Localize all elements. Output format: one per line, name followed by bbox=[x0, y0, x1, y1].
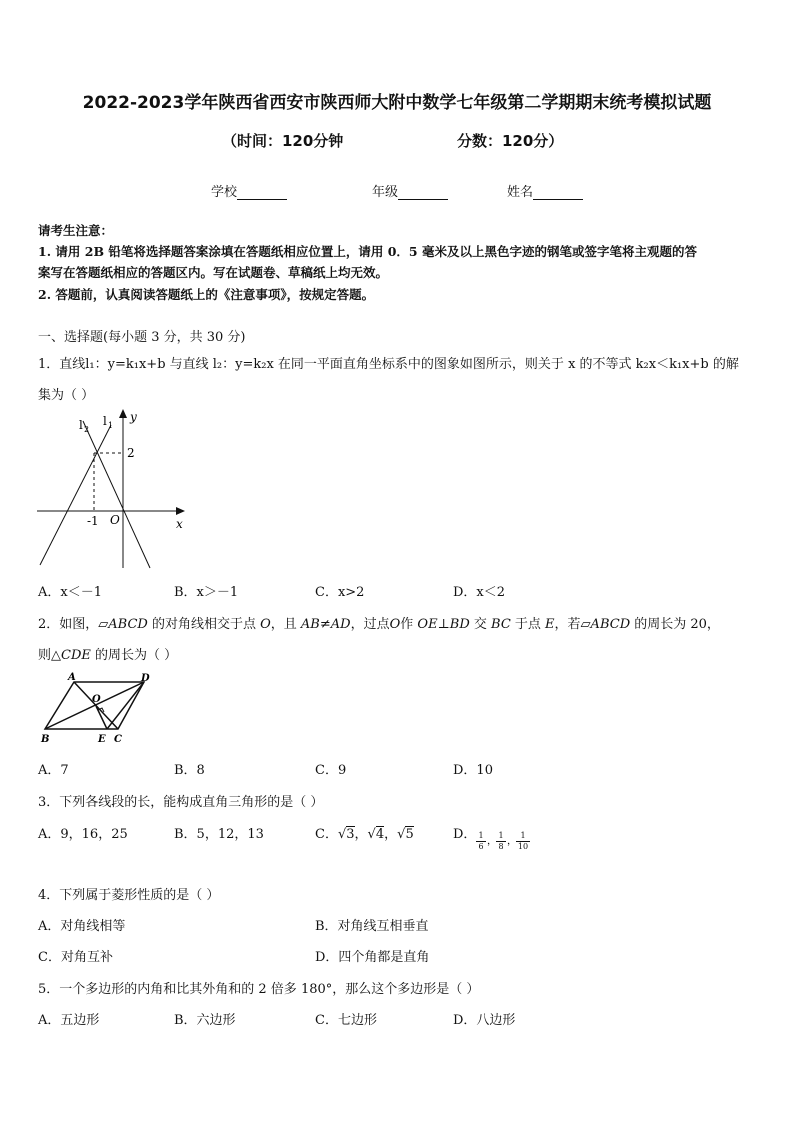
school-field[interactable] bbox=[211, 181, 287, 200]
label-A: A bbox=[68, 672, 76, 683]
exam-score: 分数：120分） bbox=[457, 132, 564, 150]
y-axis-arrow bbox=[119, 409, 127, 418]
page-title: 2022-2023学年陕西省西安市陕西师大附中数学七年级第二学期期末统考模拟试题 bbox=[82, 93, 712, 113]
label-2: 2 bbox=[127, 446, 135, 460]
label-l2: l bbox=[79, 418, 83, 432]
q1-graph bbox=[35, 405, 195, 575]
q4-option-b[interactable]: B．对角线互相垂直 bbox=[315, 919, 429, 934]
school-label: 学校 bbox=[211, 185, 238, 200]
q3-fraction-3: 1 10 bbox=[517, 831, 529, 851]
exam-time: （时间：120分钟 bbox=[222, 132, 344, 150]
sqrt-icon: √ bbox=[337, 827, 347, 842]
x-axis-arrow bbox=[176, 507, 185, 515]
label-B: B bbox=[41, 734, 50, 745]
q3-fraction-2: 1 8 bbox=[496, 831, 506, 852]
q2-stem-line2: 则△CDE 的周长为（ ） bbox=[38, 648, 178, 663]
q5-option-b[interactable]: B．六边形 bbox=[174, 1013, 236, 1028]
q2-option-b[interactable]: B．8 bbox=[174, 763, 205, 778]
name-label: 姓名 bbox=[507, 185, 534, 200]
q3-option-b[interactable]: B．5，12，13 bbox=[174, 827, 264, 842]
q3-option-c[interactable]: C．√3，√4，√5 bbox=[315, 827, 414, 842]
q5-option-c[interactable]: C．七边形 bbox=[315, 1013, 377, 1028]
notice-line-1: 1. 请用 2B 铅笔将选择题答案涂填在答题纸相应位置上，请用 0．5 毫米及以上黑色字迹的钢笔或签字笔将主观题的答 bbox=[38, 244, 697, 259]
q1-option-b[interactable]: B．x＞－1 bbox=[174, 585, 239, 600]
notice-heading: 请考生注意： bbox=[38, 223, 114, 238]
name-blank[interactable] bbox=[533, 187, 583, 200]
q2-option-c[interactable]: C．9 bbox=[315, 763, 347, 778]
name-field[interactable] bbox=[507, 181, 583, 200]
q2-option-a[interactable]: A．7 bbox=[38, 763, 69, 778]
label-E: E bbox=[98, 734, 106, 745]
label-origin: O bbox=[110, 513, 120, 527]
grade-label: 年级 bbox=[372, 185, 399, 200]
q4-option-a[interactable]: A．对角线相等 bbox=[38, 919, 126, 934]
label-O: O bbox=[92, 694, 101, 705]
q3-option-a[interactable]: A．9，16，25 bbox=[38, 827, 128, 842]
q4-option-d[interactable]: D．四个角都是直角 bbox=[315, 950, 430, 965]
q3-fraction-1: 1 6 bbox=[476, 831, 486, 852]
q4-option-c[interactable]: C．对角互补 bbox=[38, 950, 113, 965]
notice-line-3: 2. 答题前，认真阅读答题纸上的《注意事项》，按规定答题。 bbox=[38, 287, 375, 302]
line-l2 bbox=[83, 421, 150, 568]
label-l2-sub: 2 bbox=[84, 425, 90, 434]
label-x: x bbox=[176, 517, 183, 531]
q5-option-d[interactable]: D．八边形 bbox=[453, 1013, 516, 1028]
school-blank[interactable] bbox=[237, 187, 287, 200]
q1-option-d[interactable]: D．x＜2 bbox=[453, 585, 506, 600]
segment-de bbox=[96, 706, 107, 729]
label-l1: l bbox=[103, 414, 107, 428]
q5-stem: 5．一个多边形的内角和比其外角和的 2 倍多 180°，那么这个多边形是（ ） bbox=[38, 982, 480, 997]
grade-field[interactable] bbox=[372, 181, 448, 200]
q2-parallelogram bbox=[36, 672, 156, 748]
q2-stem-line1: 2．如图，▱ABCD 的对角线相交于点 O，且 AB≠AD，过点O作 OE⊥BD 交 BC 于点 E，若▱ABCD 的周长为 20， bbox=[38, 617, 720, 632]
notice-line-2: 案写在答题纸相应的答题区内。写在试题卷、草稿纸上均无效。 bbox=[38, 265, 389, 280]
section-heading: 一、选择题(每小题 3 分，共 30 分) bbox=[38, 330, 246, 345]
label-D: D bbox=[141, 673, 150, 684]
q3-option-d-label[interactable]: D． bbox=[453, 827, 477, 842]
q1-option-c[interactable]: C．x>2 bbox=[315, 585, 365, 600]
q3-stem: 3．下列各线段的长，能构成直角三角形的是（ ） bbox=[38, 795, 324, 810]
line-l1 bbox=[40, 425, 111, 565]
q1-stem-line2: 集为（ ） bbox=[38, 388, 95, 403]
sqrt-icon: √ bbox=[367, 827, 376, 842]
sqrt-icon: √ bbox=[397, 827, 406, 842]
label-C: C bbox=[114, 734, 122, 745]
q1-stem-line1: 1．直线l₁：y=k₁x+b 与直线 l₂：y=k₂x 在同一平面直角坐标系中的图象如图所示，则关于 x 的不等式 k₂x＜k₁x+b 的解 bbox=[38, 357, 739, 372]
q4-stem: 4．下列属于菱形性质的是（ ） bbox=[38, 888, 220, 903]
grade-blank[interactable] bbox=[398, 187, 448, 200]
label-neg1: -1 bbox=[87, 514, 99, 528]
q1-option-a[interactable]: A．x＜－1 bbox=[38, 585, 102, 600]
q2-option-d[interactable]: D．10 bbox=[453, 763, 493, 778]
q5-option-a[interactable]: A．五边形 bbox=[38, 1013, 100, 1028]
label-l1-sub: 1 bbox=[108, 421, 114, 430]
label-y: y bbox=[130, 410, 137, 424]
segment-oe bbox=[107, 682, 144, 729]
